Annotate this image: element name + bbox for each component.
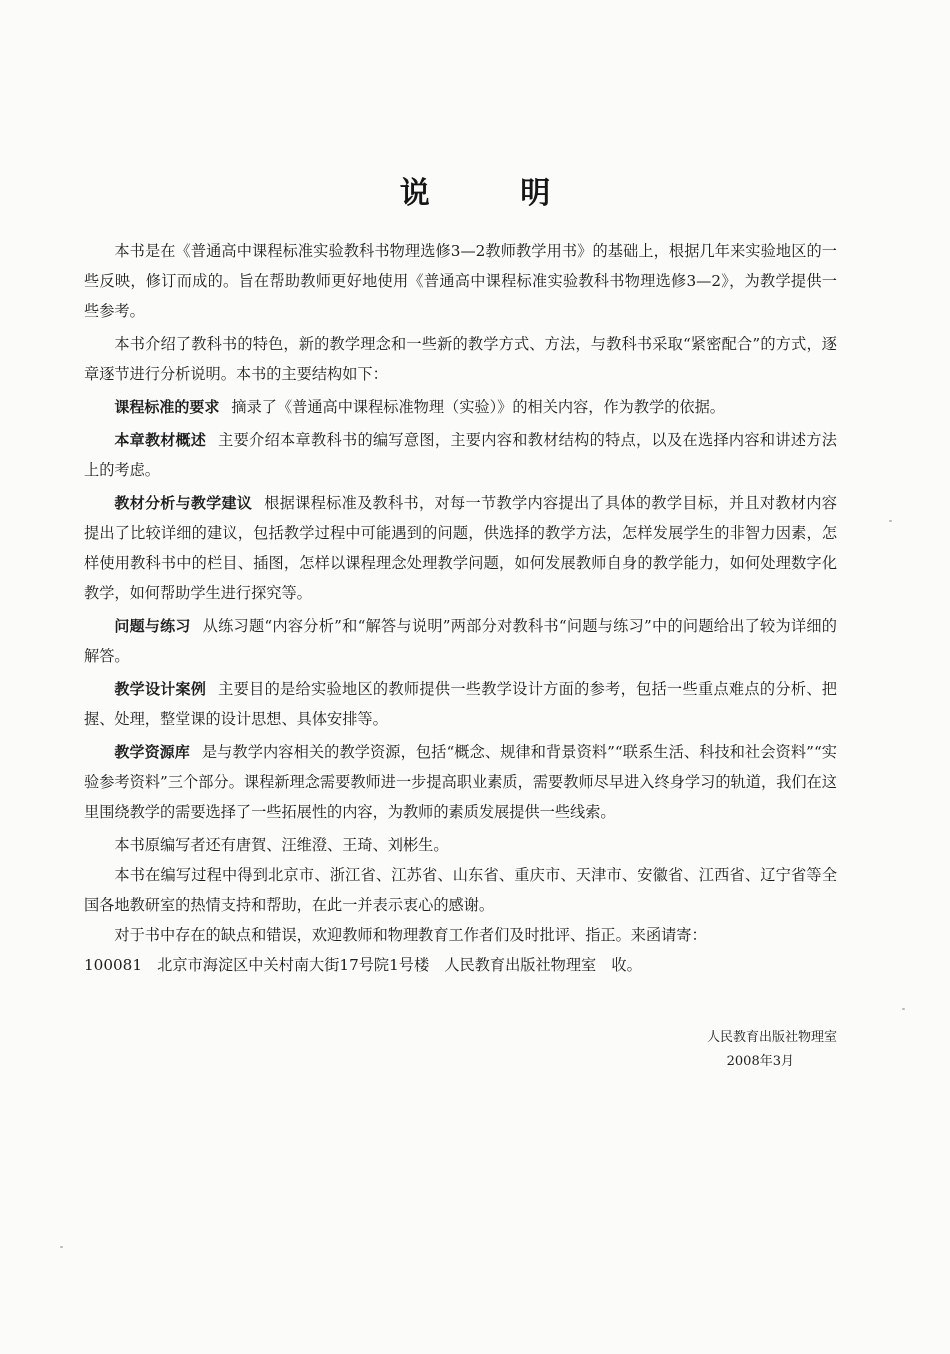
section-heading: 问题与练习	[114, 617, 191, 635]
page-title: 说 明	[399, 176, 591, 211]
paragraph-teaching-suggestions	[84, 488, 837, 608]
paragraph-text: 本书原编写者还有唐賀、汪维澄、王琦、刘彬生。	[114, 836, 449, 854]
paragraph-text: 主要目的是给实验地区的教师提供一些教学设计方面的参考，包括一些重点难点的分析、把握、处理，整堂课的设计思想、具体安排等。	[84, 680, 837, 728]
section-heading: 教学设计案例	[114, 680, 207, 698]
paragraph-text: 是与教学内容相关的教学资源，包括“概念、规律和背景资料”“联系生活、科技和社会资料”“实验参考资料”三个部分。课程新理念需要教师进一步提高职业素质，需要教师尽早进入终身学习的轨道，我们在这里围绕教学的需要选择了一些拓展性的内容，为教师的素质发展提供一些线索。	[84, 743, 837, 821]
paragraph-text: 对于书中存在的缺点和错误，欢迎教师和物理教育工作者们及时批评、指正。来函请寄：	[114, 926, 707, 944]
signature-organization: 人民教育出版社物理室	[706, 1030, 837, 1045]
paragraph-feedback	[84, 920, 837, 950]
paragraph-text: 本书在编写过程中得到北京市、浙江省、江苏省、山东省、重庆市、天津市、安徽省、江西省、辽宁省等全国各地教研室的热情支持和帮助，在此一并表示衷心的感谢。	[84, 866, 837, 914]
paragraph-text: 本书介绍了教科书的特色，新的教学理念和一些新的教学方式、方法，与教科书采取“紧密配合”的方式，逐章逐节进行分析说明。本书的主要结构如下：	[84, 335, 837, 383]
paragraph-problems-exercises	[84, 611, 837, 671]
paragraph-text: 根据课程标准及教科书，对每一节教学内容提出了具体的教学目标，并且对教材内容提出了比较详细的建议，包括教学过程中可能遇到的问题，供选择的教学方法，怎样发展学生的非智力因素，怎样使用教科书中的栏目、插图，怎样以课程理念处理教学问题，如何发展教师自身的教学能力，如何处理数字化教学，如何帮助学生进行探究等。	[84, 494, 837, 602]
scan-speck	[889, 520, 892, 522]
section-heading: 教材分析与教学建议	[114, 494, 253, 512]
document-body	[84, 236, 837, 980]
scan-speck	[902, 1008, 905, 1010]
paragraph-chapter-overview	[84, 425, 837, 485]
paragraph-text: 从练习题“内容分析”和“解答与说明”两部分对教科书“问题与练习”中的问题给出了较为详细的解答。	[84, 617, 837, 665]
paragraph-text: 主要介绍本章教科书的编写意图，主要内容和教材结构的特点，以及在选择内容和讲述方法上的考虑。	[84, 431, 837, 479]
signature-date: 2008年3月	[726, 1054, 794, 1069]
paragraph-resource-library	[84, 737, 837, 827]
paragraph-original-authors	[84, 830, 837, 860]
section-heading: 课程标准的要求	[114, 398, 220, 416]
section-heading: 本章教材概述	[114, 431, 207, 449]
paragraph-intro	[84, 236, 837, 326]
paragraph-curriculum-requirements	[84, 392, 837, 422]
scan-speck	[60, 1246, 63, 1248]
section-heading: 教学资源库	[114, 743, 190, 761]
paragraph-design-cases	[84, 674, 837, 734]
paragraph-structure	[84, 329, 837, 389]
paragraph-text: 本书是在《普通高中课程标准实验教科书物理选修3—2教师教学用书》的基础上，根据几年来实验地区的一些反映，修订而成的。旨在帮助教师更好地使用《普通高中课程标准实验教科书物理选修3—2》，为教学提供一些参考。	[84, 242, 837, 320]
paragraph-text: 摘录了《普通高中课程标准物理（实验）》的相关内容，作为教学的依据。	[231, 398, 725, 416]
paragraph-acknowledgements	[84, 860, 837, 920]
mailing-address: 100081 北京市海淀区中关村南大街17号院1号楼 人民教育出版社物理室 收。	[84, 956, 642, 974]
